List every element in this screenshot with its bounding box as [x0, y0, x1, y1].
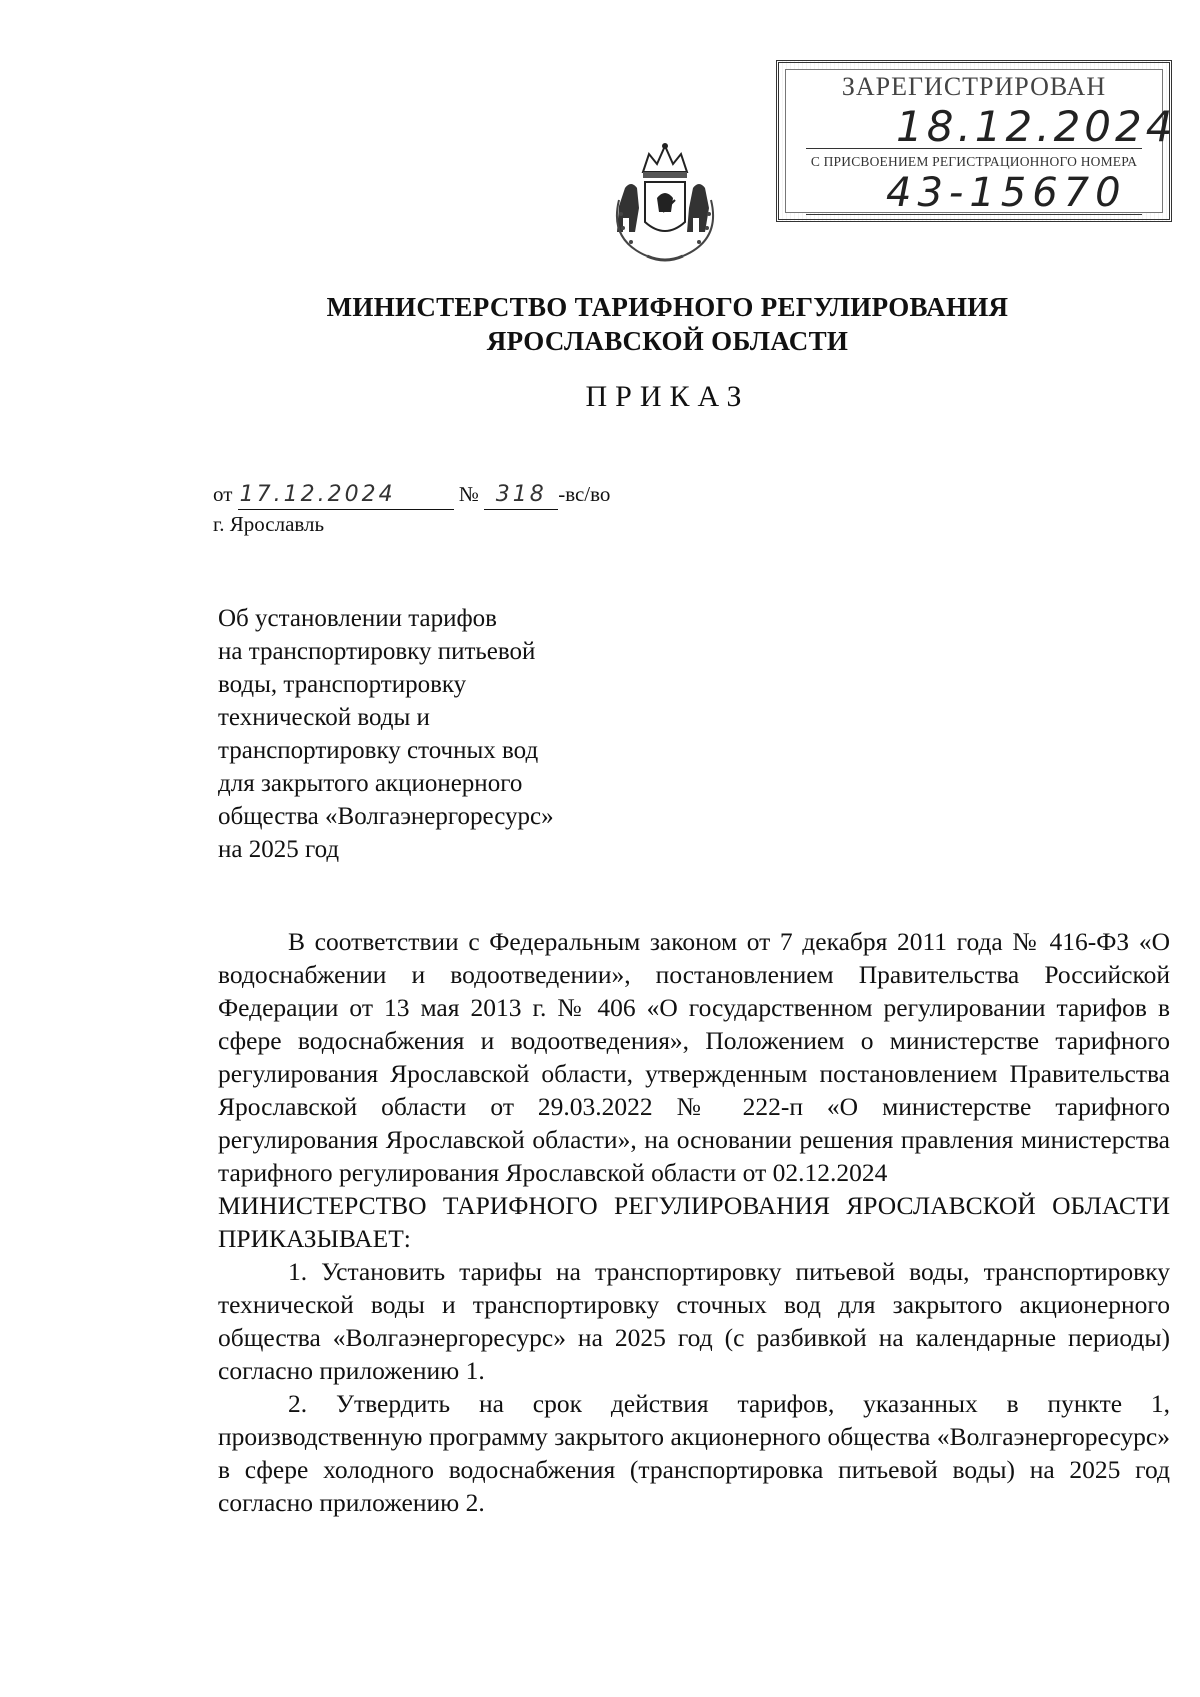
stamp-divider	[806, 148, 1142, 149]
coat-of-arms-bears-icon	[605, 140, 725, 270]
document-meta	[213, 480, 610, 538]
number-prefix: №	[458, 482, 479, 506]
ministry-name-line2: ЯРОСЛАВСКОЙ ОБЛАСТИ	[486, 326, 849, 356]
stamp-registration-number: 43-15670	[886, 170, 1127, 216]
document-type-title: ПРИКАЗ	[585, 380, 750, 413]
stamp-divider	[806, 214, 1142, 215]
stamp-title: ЗАРЕГИСТРИРОВАН	[841, 72, 1107, 101]
subject-line: на 2025 год	[218, 836, 340, 863]
document-subject	[218, 602, 638, 866]
stamp-caption: С ПРИСВОЕНИЕМ РЕГИСТРАЦИОННОГО НОМЕРА	[810, 154, 1138, 169]
preamble-paragraph: В соответствии с Федеральным законом от 7 декабря 2011 года № 416-ФЗ «О водоснабжении и водоотведении», постановлением Правительства Российской Федерации от 13 мая 2013 г. № 406 «О государственном регулировании тарифов в сфере водоснабжения и водоотведения», Положением о министерстве тарифного регулирования Ярославской области, утвержденным постановлением Правительства Ярославской области от 29.03.2022 № 222-п «О министерстве тарифного регулирования Ярославской области», на основании решения правления министерства тарифного регулирования Ярославской области от 02.12.2024	[218, 927, 1170, 1187]
order-item-2: 2. Утвердить на срок действия тарифов, указанных в пункте 1, производственную программу закрытого акционерного общества «Волгаэнергоресурс» в сфере холодного водоснабжения (транспортировка питьевой воды) на 2025 год согласно приложению 2.	[218, 1389, 1170, 1517]
ministry-name	[0, 290, 1200, 358]
stamp-date: 18.12.2024	[896, 102, 1177, 151]
subject-line: на транспортировку питьевой	[218, 638, 536, 665]
city: г. Ярославль	[213, 512, 325, 536]
handwritten-number: 318	[484, 481, 558, 510]
stamp-inner-frame	[785, 69, 1177, 216]
handwritten-date: 17.12.2024	[238, 481, 454, 510]
document-body	[218, 925, 1170, 1519]
subject-line: общества «Волгаэнергоресурс»	[218, 803, 554, 830]
subject-line: воды, транспортировку	[218, 671, 467, 698]
subject-line: Об установлении тарифов	[218, 605, 497, 632]
registration-stamp	[776, 60, 1177, 222]
subject-line: технической воды и	[218, 704, 430, 731]
subject-line: транспортировку сточных вод	[218, 737, 539, 764]
number-suffix: -вс/во	[558, 482, 611, 506]
date-prefix: от	[213, 482, 233, 506]
date-number-line	[213, 480, 610, 510]
directive-paragraph: МИНИСТЕРСТВО ТАРИФНОГО РЕГУЛИРОВАНИЯ ЯРОСЛАВСКОЙ ОБЛАСТИ ПРИКАЗЫВАЕТ:	[218, 1191, 1170, 1253]
order-item-1: 1. Установить тарифы на транспортировку питьевой воды, транспортировку технической воды и транспортировку сточных вод для закрытого акционерного общества «Волгаэнергоресурс» на 2025 год (с разбивкой на календарные периоды) согласно приложению 1.	[218, 1257, 1170, 1385]
subject-line: для закрытого акционерного	[218, 770, 523, 797]
ministry-name-line1: МИНИСТЕРСТВО ТАРИФНОГО РЕГУЛИРОВАНИЯ	[326, 292, 1009, 322]
